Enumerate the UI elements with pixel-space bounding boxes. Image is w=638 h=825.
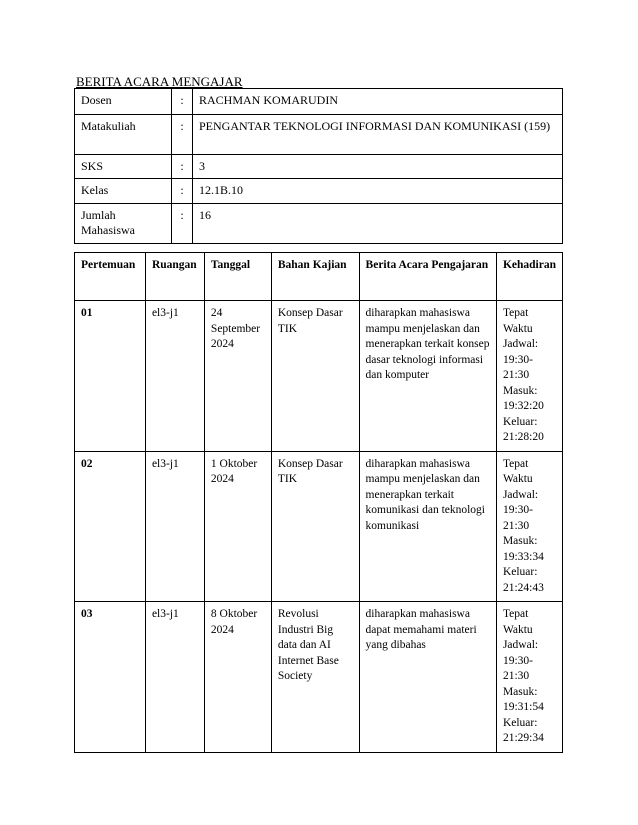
info-value: 3 (193, 155, 563, 179)
info-separator: : (172, 89, 193, 115)
header-pertemuan: Pertemuan (75, 253, 146, 301)
cell-kehadiran: Tepat Waktu Jadwal: 19:30-21:30 Masuk: 19:32:20 Keluar: 21:28:20 (496, 301, 562, 452)
header-tanggal: Tanggal (204, 253, 271, 301)
table-row (75, 602, 563, 753)
info-row-kelas (75, 179, 563, 204)
header-berita-acara: Berita Acara Pengajaran (359, 253, 496, 301)
cell-ruangan: el3-j1 (145, 301, 204, 452)
table-row (75, 301, 563, 452)
cell-kehadiran: Tepat Waktu Jadwal: 19:30-21:30 Masuk: 19:33:34 Keluar: 21:24:43 (496, 451, 562, 602)
cell-bahan-kajian: Revolusi Industri Big data dan AI Internet Base Society (271, 602, 359, 753)
header-kehadiran: Kehadiran (496, 253, 562, 301)
schedule-header-row (75, 253, 563, 301)
info-row-matakuliah (75, 115, 563, 155)
cell-bahan-kajian: Konsep Dasar TIK (271, 301, 359, 452)
cell-tanggal: 1 Oktober 2024 (204, 451, 271, 602)
cell-berita-acara: diharapkan mahasiswa dapat memahami materi yang dibahas (359, 602, 496, 753)
info-label: Dosen (75, 89, 172, 115)
info-value: 12.1B.10 (193, 179, 563, 204)
info-label: Kelas (75, 179, 172, 204)
cell-berita-acara: diharapkan mahasiswa mampu menjelaskan dan menerapkan terkait konsep dasar teknologi informasi dan komputer (359, 301, 496, 452)
header-ruangan: Ruangan (145, 253, 204, 301)
info-value: RACHMAN KOMARUDIN (193, 89, 563, 115)
cell-pertemuan: 02 (75, 451, 146, 602)
info-separator: : (172, 179, 193, 204)
cell-kehadiran: Tepat Waktu Jadwal: 19:30-21:30 Masuk: 19:31:54 Keluar: 21:29:34 (496, 602, 562, 753)
cell-pertemuan: 03 (75, 602, 146, 753)
info-row-jumlah-mahasiswa (75, 204, 563, 244)
info-value: 16 (193, 204, 563, 244)
info-value: PENGANTAR TEKNOLOGI INFORMASI DAN KOMUNIKASI (159) (193, 115, 563, 155)
info-row-dosen (75, 89, 563, 115)
cell-pertemuan: 01 (75, 301, 146, 452)
page-title: BERITA ACARA MENGAJAR (76, 74, 243, 89)
info-label: Matakuliah (75, 115, 172, 155)
cell-tanggal: 8 Oktober 2024 (204, 602, 271, 753)
cell-ruangan: el3-j1 (145, 602, 204, 753)
course-info-table (74, 88, 563, 244)
info-label: Jumlah Mahasiswa (75, 204, 172, 244)
cell-tanggal: 24 September 2024 (204, 301, 271, 452)
header-bahan-kajian: Bahan Kajian (271, 253, 359, 301)
cell-ruangan: el3-j1 (145, 451, 204, 602)
info-separator: : (172, 204, 193, 244)
schedule-table (74, 252, 563, 753)
info-label: SKS (75, 155, 172, 179)
cell-bahan-kajian: Konsep Dasar TIK (271, 451, 359, 602)
info-row-sks (75, 155, 563, 179)
info-separator: : (172, 155, 193, 179)
info-separator: : (172, 115, 193, 155)
cell-berita-acara: diharapkan mahasiswa mampu menjelaskan dan menerapkan terkait komunikasi dan teknologi komunikasi (359, 451, 496, 602)
table-row (75, 451, 563, 602)
